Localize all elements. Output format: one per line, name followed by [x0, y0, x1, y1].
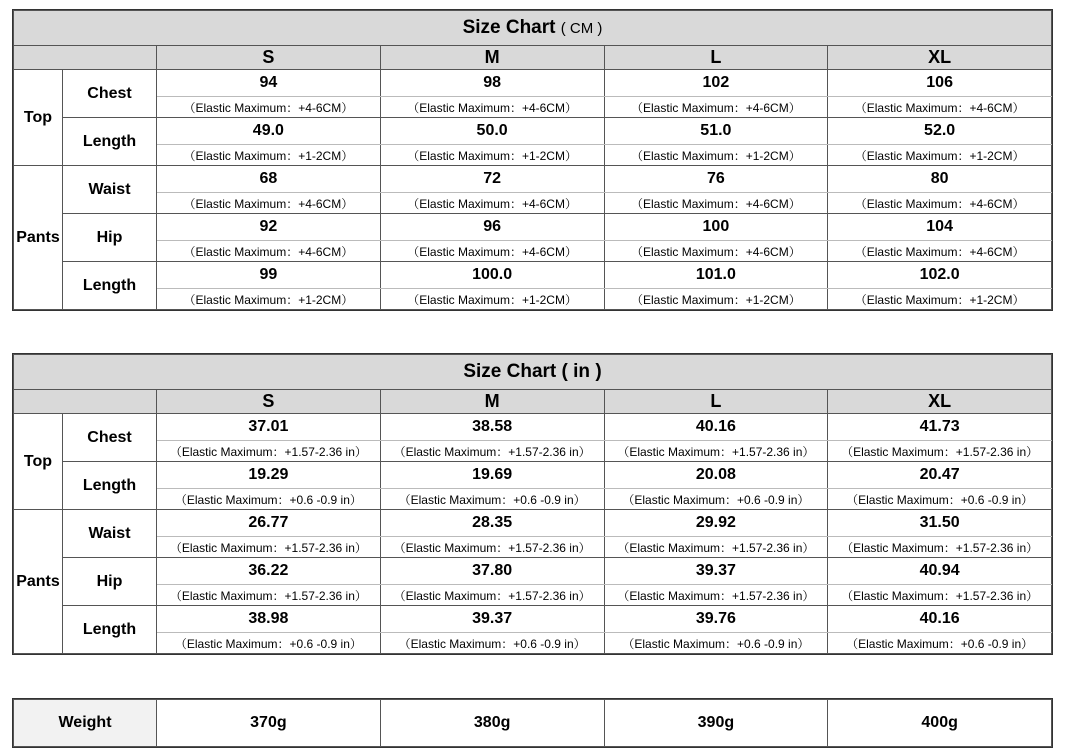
size-chart-inch	[12, 353, 1053, 655]
value-cell: 98	[380, 70, 604, 97]
elastic-note: （Elastic Maximum：+1.57-2.36 in）	[157, 441, 381, 462]
value-cell: 20.47	[828, 462, 1052, 489]
value-cell: 101.0	[604, 262, 828, 289]
value-cell: 40.16	[604, 414, 828, 441]
measure-waist: Waist	[63, 166, 157, 214]
elastic-note: （Elastic Maximum：+0.6 -0.9 in）	[380, 489, 604, 510]
elastic-note: （Elastic Maximum：+4-6CM）	[157, 193, 381, 214]
elastic-note: （Elastic Maximum：+1.57-2.36 in）	[604, 585, 828, 606]
value-cell: 31.50	[828, 510, 1052, 537]
value-cell: 72	[380, 166, 604, 193]
value-cell: 19.29	[157, 462, 381, 489]
size-header-l: L	[604, 46, 828, 70]
value-cell: 36.22	[157, 558, 381, 585]
elastic-note: （Elastic Maximum：+4-6CM）	[604, 97, 828, 118]
value-cell: 49.0	[157, 118, 381, 145]
group-top: Top	[14, 70, 63, 166]
value-cell: 100.0	[380, 262, 604, 289]
elastic-note: （Elastic Maximum：+1-2CM）	[828, 289, 1052, 310]
title-unit: ( in )	[561, 361, 602, 382]
elastic-note: （Elastic Maximum：+1-2CM）	[157, 145, 381, 166]
elastic-note: （Elastic Maximum：+0.6 -0.9 in）	[604, 633, 828, 654]
elastic-note: （Elastic Maximum：+1-2CM）	[157, 289, 381, 310]
value-cell: 102	[604, 70, 828, 97]
measure-chest: Chest	[63, 70, 157, 118]
elastic-note: （Elastic Maximum：+0.6 -0.9 in）	[604, 489, 828, 510]
weight-value-l: 390g	[604, 700, 828, 747]
title-unit: ( CM )	[560, 20, 603, 37]
value-cell: 51.0	[604, 118, 828, 145]
header-blank	[14, 390, 157, 414]
size-table-inch	[13, 354, 1052, 654]
size-table-cm	[13, 10, 1052, 310]
size-chart-cm	[12, 9, 1053, 311]
title-text: Size Chart	[462, 17, 556, 38]
value-cell: 80	[828, 166, 1052, 193]
value-cell: 38.98	[157, 606, 381, 633]
elastic-note: （Elastic Maximum：+4-6CM）	[380, 193, 604, 214]
value-cell: 52.0	[828, 118, 1052, 145]
size-header-s: S	[157, 46, 381, 70]
group-pants: Pants	[14, 510, 63, 654]
size-header-xl: XL	[828, 46, 1052, 70]
value-cell: 40.16	[828, 606, 1052, 633]
measure-length: Length	[63, 262, 157, 310]
value-cell: 37.01	[157, 414, 381, 441]
measure-length: Length	[63, 606, 157, 654]
elastic-note: （Elastic Maximum：+4-6CM）	[604, 241, 828, 262]
value-cell: 39.37	[380, 606, 604, 633]
elastic-note: （Elastic Maximum：+0.6 -0.9 in）	[157, 489, 381, 510]
elastic-note: （Elastic Maximum：+4-6CM）	[828, 193, 1052, 214]
weight-value-s: 370g	[157, 700, 381, 747]
weight-row	[13, 699, 1052, 747]
elastic-note: （Elastic Maximum：+0.6 -0.9 in）	[157, 633, 381, 654]
elastic-note: （Elastic Maximum：+4-6CM）	[157, 241, 381, 262]
chart-title-cm	[14, 11, 1052, 46]
measure-hip: Hip	[63, 214, 157, 262]
value-cell: 94	[157, 70, 381, 97]
value-cell: 100	[604, 214, 828, 241]
measure-length: Length	[63, 118, 157, 166]
elastic-note: （Elastic Maximum：+4-6CM）	[157, 97, 381, 118]
elastic-note: （Elastic Maximum：+1-2CM）	[604, 145, 828, 166]
elastic-note: （Elastic Maximum：+1.57-2.36 in）	[604, 441, 828, 462]
elastic-note: （Elastic Maximum：+1.57-2.36 in）	[604, 537, 828, 558]
weight-table	[12, 698, 1053, 748]
elastic-note: （Elastic Maximum：+1-2CM）	[604, 289, 828, 310]
value-cell: 92	[157, 214, 381, 241]
elastic-note: （Elastic Maximum：+4-6CM）	[828, 97, 1052, 118]
elastic-note: （Elastic Maximum：+1.57-2.36 in）	[380, 441, 604, 462]
value-cell: 96	[380, 214, 604, 241]
elastic-note: （Elastic Maximum：+4-6CM）	[604, 193, 828, 214]
elastic-note: （Elastic Maximum：+1.57-2.36 in）	[380, 585, 604, 606]
value-cell: 76	[604, 166, 828, 193]
value-cell: 40.94	[828, 558, 1052, 585]
chart-title-inch	[14, 355, 1052, 390]
elastic-note: （Elastic Maximum：+4-6CM）	[380, 241, 604, 262]
value-cell: 20.08	[604, 462, 828, 489]
title-text: Size Chart	[463, 361, 557, 382]
weight-value-m: 380g	[380, 700, 604, 747]
size-header-l: L	[604, 390, 828, 414]
elastic-note: （Elastic Maximum：+1-2CM）	[828, 145, 1052, 166]
elastic-note: （Elastic Maximum：+1.57-2.36 in）	[828, 537, 1052, 558]
value-cell: 19.69	[380, 462, 604, 489]
value-cell: 50.0	[380, 118, 604, 145]
size-header-m: M	[380, 390, 604, 414]
elastic-note: （Elastic Maximum：+0.6 -0.9 in）	[828, 489, 1052, 510]
elastic-note: （Elastic Maximum：+1.57-2.36 in）	[380, 537, 604, 558]
size-header-m: M	[380, 46, 604, 70]
size-header-xl: XL	[828, 390, 1052, 414]
group-pants: Pants	[14, 166, 63, 310]
measure-length: Length	[63, 462, 157, 510]
value-cell: 106	[828, 70, 1052, 97]
value-cell: 104	[828, 214, 1052, 241]
size-header-s: S	[157, 390, 381, 414]
elastic-note: （Elastic Maximum：+4-6CM）	[828, 241, 1052, 262]
value-cell: 29.92	[604, 510, 828, 537]
elastic-note: （Elastic Maximum：+1.57-2.36 in）	[157, 585, 381, 606]
value-cell: 38.58	[380, 414, 604, 441]
value-cell: 41.73	[828, 414, 1052, 441]
value-cell: 68	[157, 166, 381, 193]
elastic-note: （Elastic Maximum：+0.6 -0.9 in）	[380, 633, 604, 654]
value-cell: 37.80	[380, 558, 604, 585]
value-cell: 39.37	[604, 558, 828, 585]
elastic-note: （Elastic Maximum：+4-6CM）	[380, 97, 604, 118]
elastic-note: （Elastic Maximum：+1.57-2.36 in）	[828, 585, 1052, 606]
weight-label: Weight	[14, 700, 157, 747]
measure-hip: Hip	[63, 558, 157, 606]
elastic-note: （Elastic Maximum：+1-2CM）	[380, 145, 604, 166]
value-cell: 26.77	[157, 510, 381, 537]
elastic-note: （Elastic Maximum：+1-2CM）	[380, 289, 604, 310]
measure-waist: Waist	[63, 510, 157, 558]
value-cell: 99	[157, 262, 381, 289]
elastic-note: （Elastic Maximum：+1.57-2.36 in）	[157, 537, 381, 558]
measure-chest: Chest	[63, 414, 157, 462]
group-top: Top	[14, 414, 63, 510]
value-cell: 39.76	[604, 606, 828, 633]
elastic-note: （Elastic Maximum：+0.6 -0.9 in）	[828, 633, 1052, 654]
value-cell: 102.0	[828, 262, 1052, 289]
weight-value-xl: 400g	[828, 700, 1052, 747]
header-blank	[14, 46, 157, 70]
value-cell: 28.35	[380, 510, 604, 537]
elastic-note: （Elastic Maximum：+1.57-2.36 in）	[828, 441, 1052, 462]
